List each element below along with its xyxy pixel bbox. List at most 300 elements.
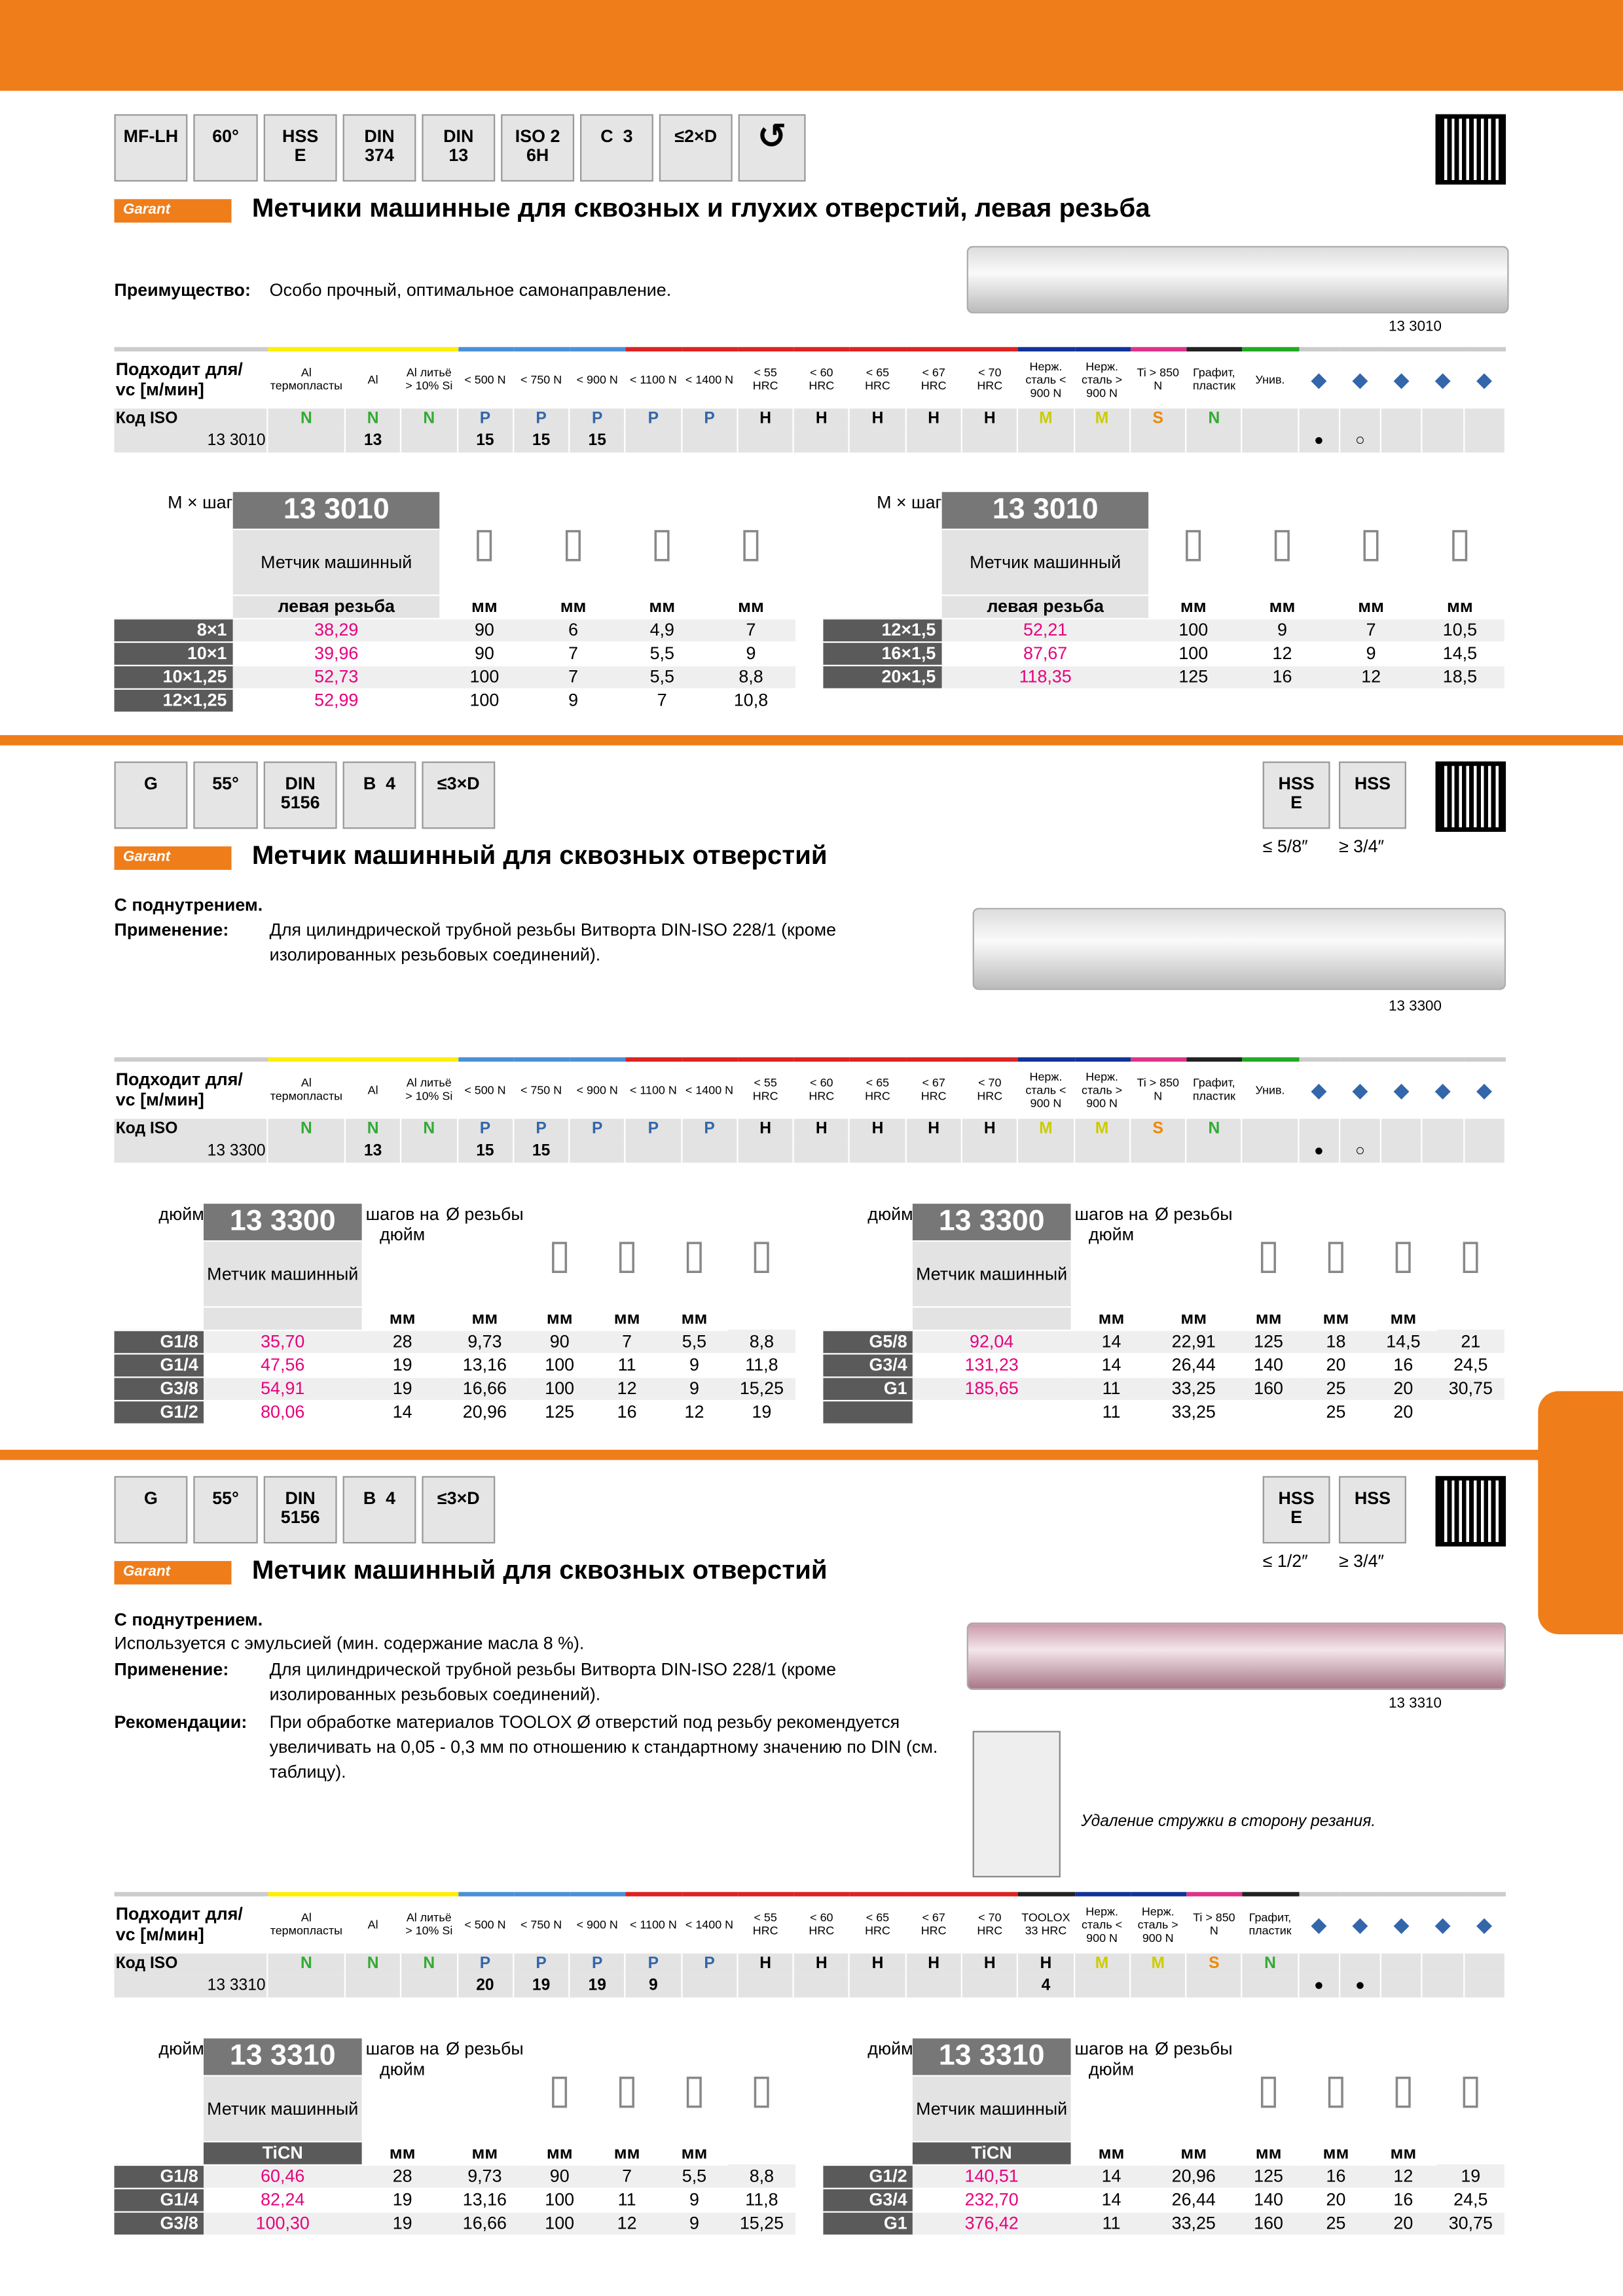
recommendation-label: Рекомендации:	[114, 1712, 247, 1732]
material-col-header: Нерж. сталь > 900 N	[1130, 1894, 1186, 1952]
article-code: 13 3300	[115, 1140, 268, 1162]
product-name: Метчик машинный	[232, 530, 440, 595]
product-name: Метчик машинный	[941, 530, 1149, 595]
dimension-value: 20	[1370, 1400, 1437, 1424]
dimension-value: 125	[526, 1400, 593, 1424]
cutting-speed: 4	[1018, 1975, 1074, 1997]
dimension-value: 5,5	[617, 641, 706, 665]
material-col-header: < 750 N	[513, 1060, 570, 1118]
product-variant: левая резьба	[232, 594, 440, 618]
dimension-icon: ▯	[593, 1204, 661, 1306]
dimension-value: 160	[1235, 1376, 1302, 1400]
dimension-value: 9	[661, 1376, 728, 1400]
cutting-speed	[569, 1140, 625, 1162]
dimension-value: 9	[661, 2188, 728, 2212]
article-number[interactable]: 13 3010	[941, 492, 1149, 530]
coolant-mark	[1422, 430, 1463, 452]
dimension-value: 19	[361, 2211, 444, 2234]
coolant-mark	[1381, 1975, 1422, 1997]
material-col-header: Al	[345, 1060, 401, 1118]
cutting-speed	[401, 1140, 457, 1162]
application-label: Применение:	[114, 1659, 229, 1680]
article-number[interactable]: 13 3310	[913, 2038, 1070, 2076]
coolant-mark	[1422, 1140, 1463, 1162]
iso-code: N	[1186, 408, 1243, 430]
size-col-header: M × шаг	[115, 492, 233, 618]
dimension-value: 125	[1235, 2164, 1302, 2188]
dimension-icon: ▯	[661, 2038, 728, 2141]
material-col-header: Нерж. сталь < 900 N	[1018, 350, 1074, 408]
unit-label: мм	[1070, 2141, 1153, 2164]
dimension-value: 14	[1070, 1353, 1153, 1376]
unit-label: мм	[1415, 594, 1504, 618]
dimension-icon: ▯	[1302, 2038, 1370, 2141]
unit-label: мм	[1235, 1306, 1302, 1330]
cutting-speed	[401, 1975, 457, 1997]
cutting-speed	[1242, 1975, 1298, 1997]
iso-code: P	[513, 1118, 570, 1140]
material-col-header: Нерж. сталь < 900 N	[1018, 1060, 1074, 1118]
diameter-header: Ø резьбы	[1152, 2038, 1235, 2141]
price: 52,99	[232, 689, 440, 712]
garant-logo: Garant	[115, 846, 232, 870]
iso-code: H	[737, 1953, 793, 1975]
iso-code: N	[268, 1118, 345, 1140]
garant-logo: Garant	[115, 1561, 232, 1585]
dimension-value: 10,8	[706, 689, 795, 712]
material-col-header: < 60 HRC	[793, 350, 850, 408]
dimension-icon: ▯	[1235, 2038, 1302, 2141]
coolant-mark: ●	[1298, 1975, 1340, 1997]
dimension-value: 12	[1326, 665, 1415, 689]
cutting-speed	[962, 1140, 1018, 1162]
dimension-value: 7	[593, 2164, 661, 2188]
cutting-speed: 15	[513, 1140, 570, 1162]
thread-size: 16×1,5	[823, 641, 941, 665]
thread-size: G3/8	[115, 1376, 204, 1400]
unit-label: мм	[1070, 1306, 1153, 1330]
coolant-dry-icon: ◆	[1298, 1894, 1340, 1952]
dimension-value: 100	[526, 2188, 593, 2212]
dimension-value: 20	[1370, 1376, 1437, 1400]
dimension-value: 28	[361, 2164, 444, 2188]
material-col-header: < 500 N	[457, 1894, 513, 1952]
dimension-value: 160	[1235, 2211, 1302, 2234]
cutting-speed	[1018, 1140, 1074, 1162]
product-name: Метчик машинный	[913, 1242, 1070, 1306]
cutting-speed	[793, 430, 850, 452]
unit-label: мм	[593, 2141, 661, 2164]
cutting-speed	[850, 430, 906, 452]
cutting-speed: 19	[569, 1975, 625, 1997]
price	[913, 1400, 1070, 1424]
dimension-icon: ▯	[661, 1204, 728, 1306]
price: 232,70	[913, 2188, 1070, 2212]
article-code: 13 3010	[115, 430, 268, 452]
unit-label: мм	[361, 1306, 444, 1330]
coolant-emulsion-icon: ◆	[1381, 1060, 1422, 1118]
unit-label: мм	[1370, 1306, 1437, 1330]
unit-label: мм	[1149, 594, 1238, 618]
spec-badge: ≤2×D	[659, 115, 733, 182]
spec-badge: ≤3×D	[422, 1476, 495, 1543]
material-col-header: < 65 HRC	[850, 1060, 906, 1118]
spec-badge: 60°	[193, 115, 257, 182]
coolant-dry-icon: ◆	[1298, 1060, 1340, 1118]
dimension-value: 12	[593, 1376, 661, 1400]
dimension-value: 7	[706, 618, 795, 641]
dimension-value: 16,66	[444, 2211, 526, 2234]
dimension-value: 20,96	[444, 1400, 526, 1424]
iso-code: N	[1186, 1118, 1243, 1140]
advantage-text: Особо прочный, оптимальное самонаправление.	[269, 279, 672, 300]
product-name: Метчик машинный	[204, 1242, 361, 1306]
spec-badge: B 4	[343, 1476, 416, 1543]
dimension-icon: ▯	[728, 1204, 795, 1306]
thread-size: 12×1,5	[823, 618, 941, 641]
dimension-value: 10,5	[1415, 618, 1504, 641]
qr-code[interactable]	[1436, 1476, 1506, 1546]
cutting-speed: 13	[345, 430, 401, 452]
cutting-speed	[268, 1140, 345, 1162]
material-col-header: < 500 N	[457, 350, 513, 408]
dimension-value: 90	[440, 618, 529, 641]
material-col-header: < 70 HRC	[962, 1894, 1018, 1952]
unit-label: мм	[526, 2141, 593, 2164]
mql-icon: ◆	[1463, 1060, 1505, 1118]
dimension-value	[1235, 1400, 1302, 1424]
dimension-icon: ▯	[1437, 2038, 1504, 2141]
spec-badge: HSS E	[264, 115, 337, 182]
cutting-speed	[1242, 1140, 1298, 1162]
dimension-value: 11	[1070, 1400, 1153, 1424]
dimension-value: 100	[526, 2211, 593, 2234]
dimension-value: 33,25	[1152, 2211, 1235, 2234]
iso-code: M	[1018, 1118, 1074, 1140]
hss-badge: HSS E	[1263, 761, 1330, 829]
material-col-header: Графит, пластик	[1186, 350, 1243, 408]
material-col-header: Нерж. сталь > 900 N	[1074, 350, 1130, 408]
dimension-value: 8,8	[706, 665, 795, 689]
chip-removal-diagram	[973, 1731, 1061, 1878]
price: 131,23	[913, 1353, 1070, 1376]
unit-label: мм	[1152, 2141, 1235, 2164]
size-col-header: дюйм	[115, 1204, 204, 1329]
cutting-speed	[1074, 1140, 1130, 1162]
dimension-value: 30,75	[1437, 2211, 1504, 2234]
iso-label: Код ISO	[115, 408, 268, 430]
cutting-speed	[850, 1975, 906, 1997]
section-divider	[0, 1450, 1623, 1460]
cutting-speed	[1130, 1975, 1186, 1997]
dimension-value: 11	[1070, 1376, 1153, 1400]
tool-image	[967, 1623, 1506, 1690]
dimension-icon: ▯	[593, 2038, 661, 2141]
diameter-header: Ø резьбы	[444, 1204, 526, 1306]
material-label: Подходит для/ vc [м/мин]	[115, 350, 268, 408]
thread-size: 10×1,25	[115, 665, 233, 689]
iso-code: N	[401, 1953, 457, 1975]
product-variant	[204, 1306, 361, 1330]
iso-code: P	[625, 408, 682, 430]
dimension-value: 18,5	[1415, 665, 1504, 689]
unit-label: мм	[1235, 2141, 1302, 2164]
unit-label: мм	[706, 594, 795, 618]
cutting-speed: 20	[457, 1975, 513, 1997]
section-tab[interactable]	[1538, 1391, 1623, 1634]
dimension-value: 26,44	[1152, 1353, 1235, 1376]
coolant-none-icon: ◆	[1422, 1060, 1463, 1118]
product-title: Метчик машинный для сквозных отверстий	[251, 840, 828, 870]
material-col-header: < 750 N	[513, 1894, 570, 1952]
dimension-value: 14	[1070, 2188, 1153, 2212]
dimension-value: 14,5	[1370, 1330, 1437, 1354]
thread-size: G3/4	[823, 2188, 913, 2212]
iso-code: N	[268, 1953, 345, 1975]
hss-badge: HSS	[1339, 1476, 1406, 1543]
size-table-left	[115, 1204, 795, 1424]
material-col-header: < 70 HRC	[962, 350, 1018, 408]
product-title: Метчик машинный для сквозных отверстий	[251, 1555, 828, 1585]
price: 54,91	[204, 1376, 361, 1400]
material-col-header: < 65 HRC	[850, 350, 906, 408]
material-col-header: < 55 HRC	[737, 1060, 793, 1118]
spec-badge: B 4	[343, 761, 416, 829]
dimension-value: 20	[1302, 2188, 1370, 2212]
iso-code: H	[905, 1118, 962, 1140]
thread-size: 8×1	[115, 618, 233, 641]
material-col-header: < 900 N	[569, 1060, 625, 1118]
dimension-icon: ▯	[706, 492, 795, 595]
dimension-value: 9	[1238, 618, 1327, 641]
tpi-header: шагов на дюйм	[1070, 1204, 1153, 1306]
material-col-header: < 67 HRC	[905, 350, 962, 408]
dimension-value: 9	[661, 1353, 728, 1376]
cutting-speed	[401, 430, 457, 452]
iso-code: S	[1130, 1118, 1186, 1140]
dimension-value: 9	[529, 689, 618, 712]
thread-size: G5/8	[823, 1330, 913, 1354]
cutting-speed	[682, 1975, 738, 1997]
iso-code: S	[1186, 1953, 1243, 1975]
dimension-value: 11,8	[728, 2188, 795, 2212]
thread-size: G1	[823, 1376, 913, 1400]
dimension-value: 19	[361, 2188, 444, 2212]
material-col-header: < 750 N	[513, 350, 570, 408]
dimension-value: 11	[593, 2188, 661, 2212]
unit-label: мм	[617, 594, 706, 618]
size-col-header: дюйм	[823, 2038, 913, 2164]
material-col-header: Al термопласты	[268, 350, 345, 408]
dimension-value: 6	[529, 618, 618, 641]
dimension-value: 140	[1235, 2188, 1302, 2212]
iso-code: H	[905, 1953, 962, 1975]
dimension-value: 18	[1302, 1330, 1370, 1354]
material-col-header: < 70 HRC	[962, 1060, 1018, 1118]
article-number[interactable]: 13 3310	[204, 2038, 361, 2076]
dimension-value: 11	[593, 1353, 661, 1376]
emulsion-text: Используется с эмульсией (мин. содержание масла 8 %).	[114, 1632, 585, 1654]
iso-code: M	[1130, 1953, 1186, 1975]
cutting-speed: 15	[457, 430, 513, 452]
cutting-speed	[962, 430, 1018, 452]
dimension-value: 14,5	[1415, 641, 1504, 665]
cutting-speed: 13	[345, 1140, 401, 1162]
unit-label: мм	[1302, 1306, 1370, 1330]
dimension-value: 5,5	[617, 665, 706, 689]
thread-size: G3/8	[115, 2211, 204, 2234]
application-text: Для цилиндрической трубной резьбы Витворта DIN-ISO 228/1 (кроме изолированных резьбовых соединений).	[269, 920, 837, 965]
material-col-header: Al	[345, 1894, 401, 1952]
product-variant	[913, 1306, 1070, 1330]
qr-code[interactable]	[1436, 761, 1506, 831]
dimension-value: 19	[728, 1400, 795, 1424]
dimension-value: 16,66	[444, 1376, 526, 1400]
dimension-value: 33,25	[1152, 1376, 1235, 1400]
material-col-header: Ti > 850 N	[1130, 350, 1186, 408]
thread-size: G1	[823, 2211, 913, 2234]
material-col-header: < 1400 N	[682, 1060, 738, 1118]
iso-code: N	[345, 408, 401, 430]
material-table	[115, 347, 1506, 452]
material-col-header: Нерж. сталь < 900 N	[1074, 1894, 1130, 1952]
cutting-speed	[850, 1140, 906, 1162]
article-number[interactable]: 13 3300	[204, 1204, 361, 1242]
material-col-header: Ti > 850 N	[1130, 1060, 1186, 1118]
garant-logo: Garant	[115, 199, 232, 223]
thread-size: 10×1	[115, 641, 233, 665]
price: 35,70	[204, 1330, 361, 1354]
iso-code: P	[457, 1953, 513, 1975]
coolant-mark: ○	[1340, 430, 1381, 452]
iso-code: P	[457, 1118, 513, 1140]
hss-size-label: ≥ 3/4″	[1338, 836, 1385, 857]
cutting-speed	[1186, 430, 1243, 452]
dimension-value: 8,8	[728, 1330, 795, 1354]
dimension-value: 100	[526, 1376, 593, 1400]
qr-code[interactable]	[1436, 115, 1506, 185]
iso-code: P	[513, 408, 570, 430]
image-code: 13 3010	[1389, 319, 1442, 336]
dimension-value: 20	[1302, 1353, 1370, 1376]
dimension-value: 19	[361, 1353, 444, 1376]
iso-code: M	[1074, 1953, 1130, 1975]
spec-badge: G	[115, 761, 188, 829]
dimension-value: 90	[526, 1330, 593, 1354]
coolant-mark: ●	[1340, 1975, 1381, 1997]
thread-size: G1/2	[823, 2164, 913, 2188]
recommendation-text: При обработке материалов TOOLOX Ø отверстий под резьбу рекомендуется увеличивать на 0,05 - 0,3 мм по отношению к стандартному значению по DIN (см. таблицу).	[269, 1712, 938, 1782]
coolant-mark	[1463, 1140, 1505, 1162]
cutting-speed: 19	[513, 1975, 570, 1997]
dimension-value: 8,8	[728, 2164, 795, 2188]
material-col-header: Al	[345, 350, 401, 408]
image-code: 13 3300	[1389, 998, 1442, 1015]
coolant-mark: ●	[1298, 1140, 1340, 1162]
tpi-header: шагов на дюйм	[361, 2038, 444, 2141]
dimension-value: 13,16	[444, 2188, 526, 2212]
dimension-value: 125	[1235, 1330, 1302, 1354]
cutting-speed	[1186, 1140, 1243, 1162]
unit-label: мм	[444, 2141, 526, 2164]
image-code: 13 3310	[1389, 1695, 1442, 1712]
coolant-oil-icon: ◆	[1340, 350, 1381, 408]
dimension-value: 7	[529, 665, 618, 689]
iso-code: N	[401, 408, 457, 430]
unit-label: мм	[661, 1306, 728, 1330]
section-divider	[0, 735, 1623, 745]
coolant-mark	[1422, 1975, 1463, 1997]
iso-code: M	[1018, 408, 1074, 430]
iso-code: H	[1018, 1953, 1074, 1975]
cutting-speed	[905, 430, 962, 452]
hss-size-label: ≤ 1/2″	[1262, 1551, 1308, 1571]
dimension-value: 20	[1370, 2211, 1437, 2234]
iso-code: N	[1242, 1953, 1298, 1975]
coolant-mark: ●	[1298, 430, 1340, 452]
material-col-header: < 65 HRC	[850, 1894, 906, 1952]
product-title: Метчики машинные для сквозных и глухих отверстий, левая резьба	[251, 193, 1150, 223]
left-rotation-icon: ↺	[739, 115, 806, 182]
page-header	[0, 0, 1623, 91]
cutting-speed	[737, 430, 793, 452]
cutting-speed: 15	[457, 1140, 513, 1162]
iso-code	[1242, 1118, 1298, 1140]
dimension-icon: ▯	[1370, 1204, 1437, 1306]
cutting-speed	[1130, 1140, 1186, 1162]
diameter-header: Ø резьбы	[1152, 1204, 1235, 1306]
tpi-header: шагов на дюйм	[1070, 2038, 1153, 2141]
dimension-value: 16	[593, 1400, 661, 1424]
unit-label: мм	[1370, 2141, 1437, 2164]
size-col-header: M × шаг	[823, 492, 941, 618]
unit-label: мм	[361, 2141, 444, 2164]
iso-code: H	[905, 408, 962, 430]
unit-label: мм	[440, 594, 529, 618]
material-col-header: < 60 HRC	[793, 1894, 850, 1952]
material-col-header: Al термопласты	[268, 1060, 345, 1118]
thread-size: 20×1,5	[823, 665, 941, 689]
unit-label: мм	[1326, 594, 1415, 618]
cutting-speed	[682, 1140, 738, 1162]
material-col-header: < 500 N	[457, 1060, 513, 1118]
tool-image	[967, 246, 1509, 314]
material-col-header: Нерж. сталь > 900 N	[1074, 1060, 1130, 1118]
hss-badge: HSS E	[1263, 1476, 1330, 1543]
dimension-icon: ▯	[1326, 492, 1415, 595]
iso-code	[1242, 408, 1298, 430]
coolant-emulsion-icon: ◆	[1381, 1894, 1422, 1952]
material-col-header: Ti > 850 N	[1186, 1894, 1243, 1952]
price: 140,51	[913, 2164, 1070, 2188]
material-col-header: < 1100 N	[625, 1894, 682, 1952]
dimension-value: 140	[1235, 1353, 1302, 1376]
article-number[interactable]: 13 3300	[913, 1204, 1070, 1242]
spec-badge: DIN 5156	[264, 761, 337, 829]
material-col-header: Al термопласты	[268, 1894, 345, 1952]
coolant-mark	[1463, 430, 1505, 452]
dimension-value: 14	[1070, 1330, 1153, 1354]
product-variant: TiCN	[913, 2141, 1070, 2164]
material-col-header: < 900 N	[569, 1894, 625, 1952]
dimension-value: 19	[1437, 2164, 1504, 2188]
price: 39,96	[232, 641, 440, 665]
article-number[interactable]: 13 3010	[232, 492, 440, 530]
dimension-value: 9,73	[444, 2164, 526, 2188]
cutting-speed	[1130, 430, 1186, 452]
cutting-speed: 15	[569, 430, 625, 452]
dimension-icon: ▯	[526, 2038, 593, 2141]
